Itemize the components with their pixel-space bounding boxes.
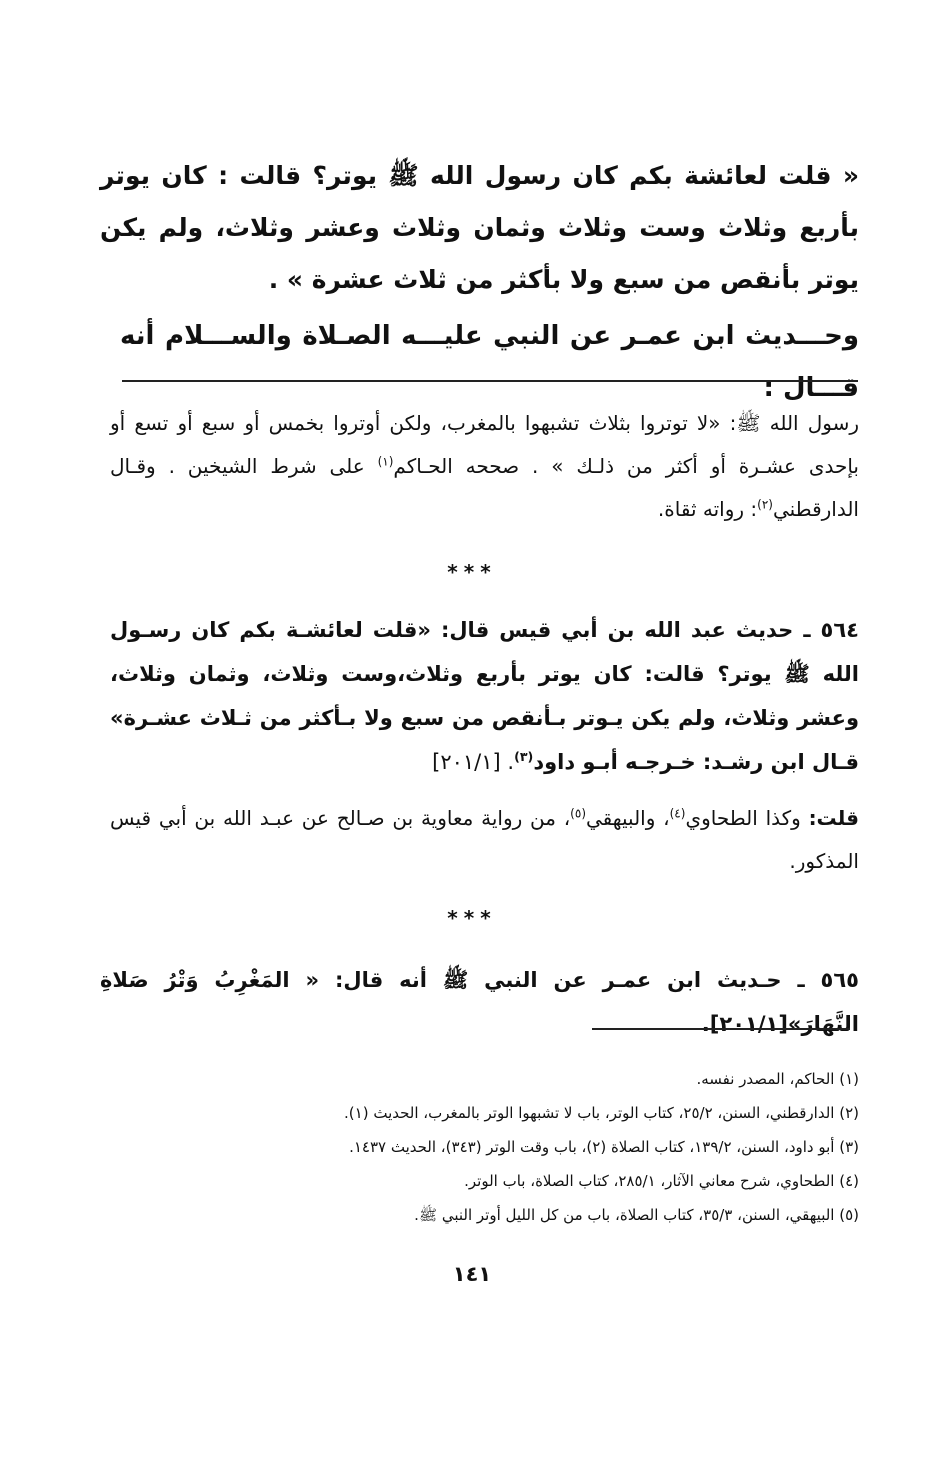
hadith-564-text: ٥٦٤ ـ حديث عبد الله بن أبي قيس قال: «قلت لعائشـة بكم كان رسـول الله ﷺ يوتر؟ قالت: كان يوتر بأربع وثلاث،وست وثلاث، وثمان وثلاث، وعشر وثلاث، ولم يكن يـوتر بـأنقص من سبع ولا بـأكثر من ثـلاث عشـرة» قـال ابن رشـد: خـرجـه أبـو داود <box>110 618 859 774</box>
hadith-564-reference: . [٢٠١/١] <box>432 750 515 774</box>
commentary-line: وحـــديث ابن عمـر عن النبي عليـــه الصـلاة والســـلام أنه قـــال : <box>120 321 859 403</box>
page-number: ١٤١ <box>452 1262 492 1286</box>
note-text-3: ، من رواية معاوية بن صـالح عن عبـد الله بن أبي قيس المذكور. <box>110 806 859 873</box>
section-divider-rule <box>122 380 858 382</box>
footnote-divider-rule <box>592 1028 850 1030</box>
section-separator: *** <box>447 560 497 584</box>
footnote-ref-2: (٢) <box>757 497 773 512</box>
footnote-3: (٣) أبو داود، السنن، ١٣٩/٢، كتاب الصلاة (٢)، باب وقت الوتر (٣٤٣)، الحديث ١٤٣٧. <box>349 1138 859 1156</box>
footnote-2: (٢) الدارقطني، السنن، ٢٥/٢، كتاب الوتر، باب لا تشبهوا الوتر بالمغرب، الحديث (١). <box>344 1104 859 1122</box>
section-separator-2: *** <box>447 906 497 930</box>
quoted-hadith-continuation: « قلت لعائشة بكم كان رسول الله ﷺ يوتر؟ قالت : كان يوتر بأربع وثلاث وست وثلاث وثمان وثلاث وعشر وثلاث، ولم يكن يوتر بأنقص من سبع ولا بأكثر من ثلاث عشرة » . <box>100 161 859 294</box>
hadith-564-note <box>110 797 859 883</box>
note-lead: قلت: <box>808 806 859 830</box>
footnote-ref-1: (١) <box>377 454 394 469</box>
footnote-ref-3: (٣) <box>514 749 534 764</box>
footnote-ref-4: (٤) <box>669 806 686 821</box>
note-text-1: وكذا الطحاوي <box>685 806 809 830</box>
footnotes-list <box>110 1062 859 1232</box>
takhrij-continuation <box>110 402 859 531</box>
takhrij-text-1: رسول الله ﷺ: «لا توتروا بثلاث تشبهوا بالمغرب، ولكن أوتروا بخمس أو سبع أو تسع أو بإحدى عشـرة أو أكثر من ذلـك » . صححه الحـاكم <box>110 411 859 478</box>
footnote-4: (٤) الطحاوي، شرح معاني الآثار، ٢٨٥/١، كتاب الصلاة، باب الوتر. <box>464 1172 859 1190</box>
footnote-1: (١) الحاكم، المصدر نفسه. <box>696 1070 859 1088</box>
takhrij-text-2: على شرط الشيخين . وقـال الدارقطني <box>110 454 859 521</box>
footnote-ref-5: (٥) <box>570 806 586 821</box>
hadith-565: ٥٦٥ ـ حـديث ابن عمـر عن النبي ﷺ أنه قال: « المَغْرِبُ وَتْرُ صَلاةِ النَّهَارَ»[٢٠١/١]. <box>100 968 859 1036</box>
takhrij-text-3: : رواته ثقاة. <box>657 497 758 521</box>
note-text-2: ، والبيهقي <box>586 806 670 830</box>
footnote-5: (٥) البيهقي، السنن، ٣٥/٣، كتاب الصلاة، باب من كل الليل أوتر النبي ﷺ. <box>414 1206 859 1224</box>
hadith-564 <box>110 608 859 784</box>
